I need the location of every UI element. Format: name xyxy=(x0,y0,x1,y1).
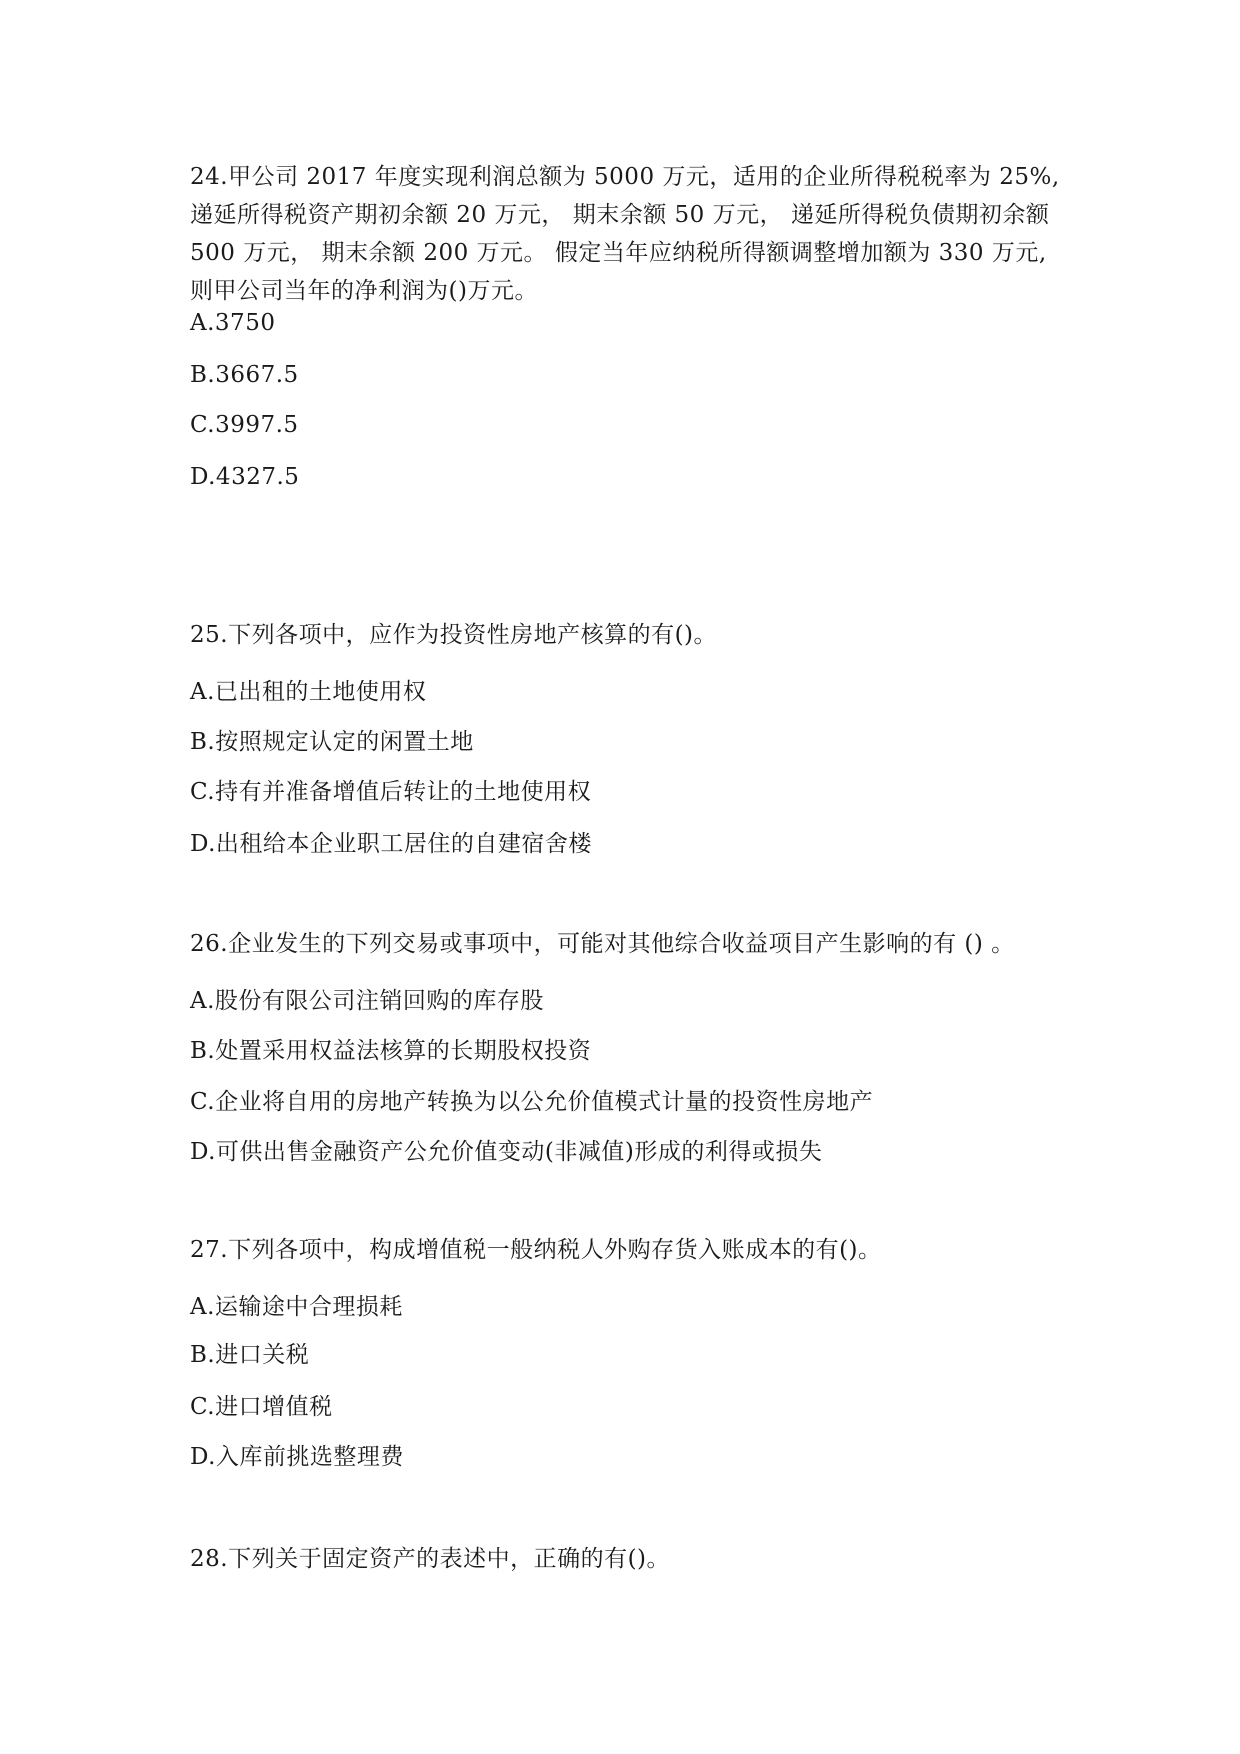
question-25-stem xyxy=(190,616,1070,654)
question-25-option-d: D.出租给本企业职工居住的自建宿舍楼 xyxy=(190,831,592,857)
question-text-line: 27.下列各项中，构成增值税一般纳税人外购存货入账成本的有()。 xyxy=(190,1237,882,1263)
question-27-option-c: C.进口增值税 xyxy=(190,1394,333,1420)
question-text-line: 28.下列关于固定资产的表述中，正确的有()。 xyxy=(190,1546,671,1572)
question-27-option-d: D.入库前挑选整理费 xyxy=(190,1444,404,1470)
question-26-option-d: D.可供出售金融资产公允价值变动(非减值)形成的利得或损失 xyxy=(190,1139,823,1165)
question-24-option-b: B.3667.5 xyxy=(190,362,299,388)
question-26-option-b: B.处置采用权益法核算的长期股权投资 xyxy=(190,1038,592,1064)
question-24-option-a: A.3750 xyxy=(190,310,276,336)
question-text-line: 500 万元， 期末余额 200 万元。 假定当年应纳税所得额调整增加额为 330 万元, xyxy=(190,240,1047,266)
question-25-option-c: C.持有并准备增值后转让的土地使用权 xyxy=(190,779,592,805)
question-text-line: 24.甲公司 2017 年度实现利润总额为 5000 万元，适用的企业所得税税率为 25%, xyxy=(190,164,1060,190)
question-24-option-c: C.3997.5 xyxy=(190,412,299,438)
question-28-stem xyxy=(190,1540,1070,1578)
question-26-option-a: A.股份有限公司注销回购的库存股 xyxy=(190,988,544,1014)
question-26-option-c: C.企业将自用的房地产转换为以公允价值模式计量的投资性房地产 xyxy=(190,1089,874,1115)
question-27-option-b: B.进口关税 xyxy=(190,1342,310,1368)
question-27-option-a: A.运输途中合理损耗 xyxy=(190,1294,403,1320)
question-text-line: 25.下列各项中，应作为投资性房地产核算的有()。 xyxy=(190,622,718,648)
question-27-stem xyxy=(190,1231,1070,1269)
question-26-stem xyxy=(190,925,1070,963)
question-text-line: 递延所得税资产期初余额 20 万元， 期末余额 50 万元， 递延所得税负债期初余额 xyxy=(190,202,1050,228)
question-text-line: 26.企业发生的下列交易或事项中，可能对其他综合收益项目产生影响的有 () 。 xyxy=(190,931,1015,957)
question-24-option-d: D.4327.5 xyxy=(190,464,300,490)
question-24-stem xyxy=(190,158,1070,310)
question-text-line: 则甲公司当年的净利润为()万元。 xyxy=(190,278,538,304)
question-25-option-a: A.已出租的土地使用权 xyxy=(190,679,427,705)
question-25-option-b: B.按照规定认定的闲置土地 xyxy=(190,729,474,755)
